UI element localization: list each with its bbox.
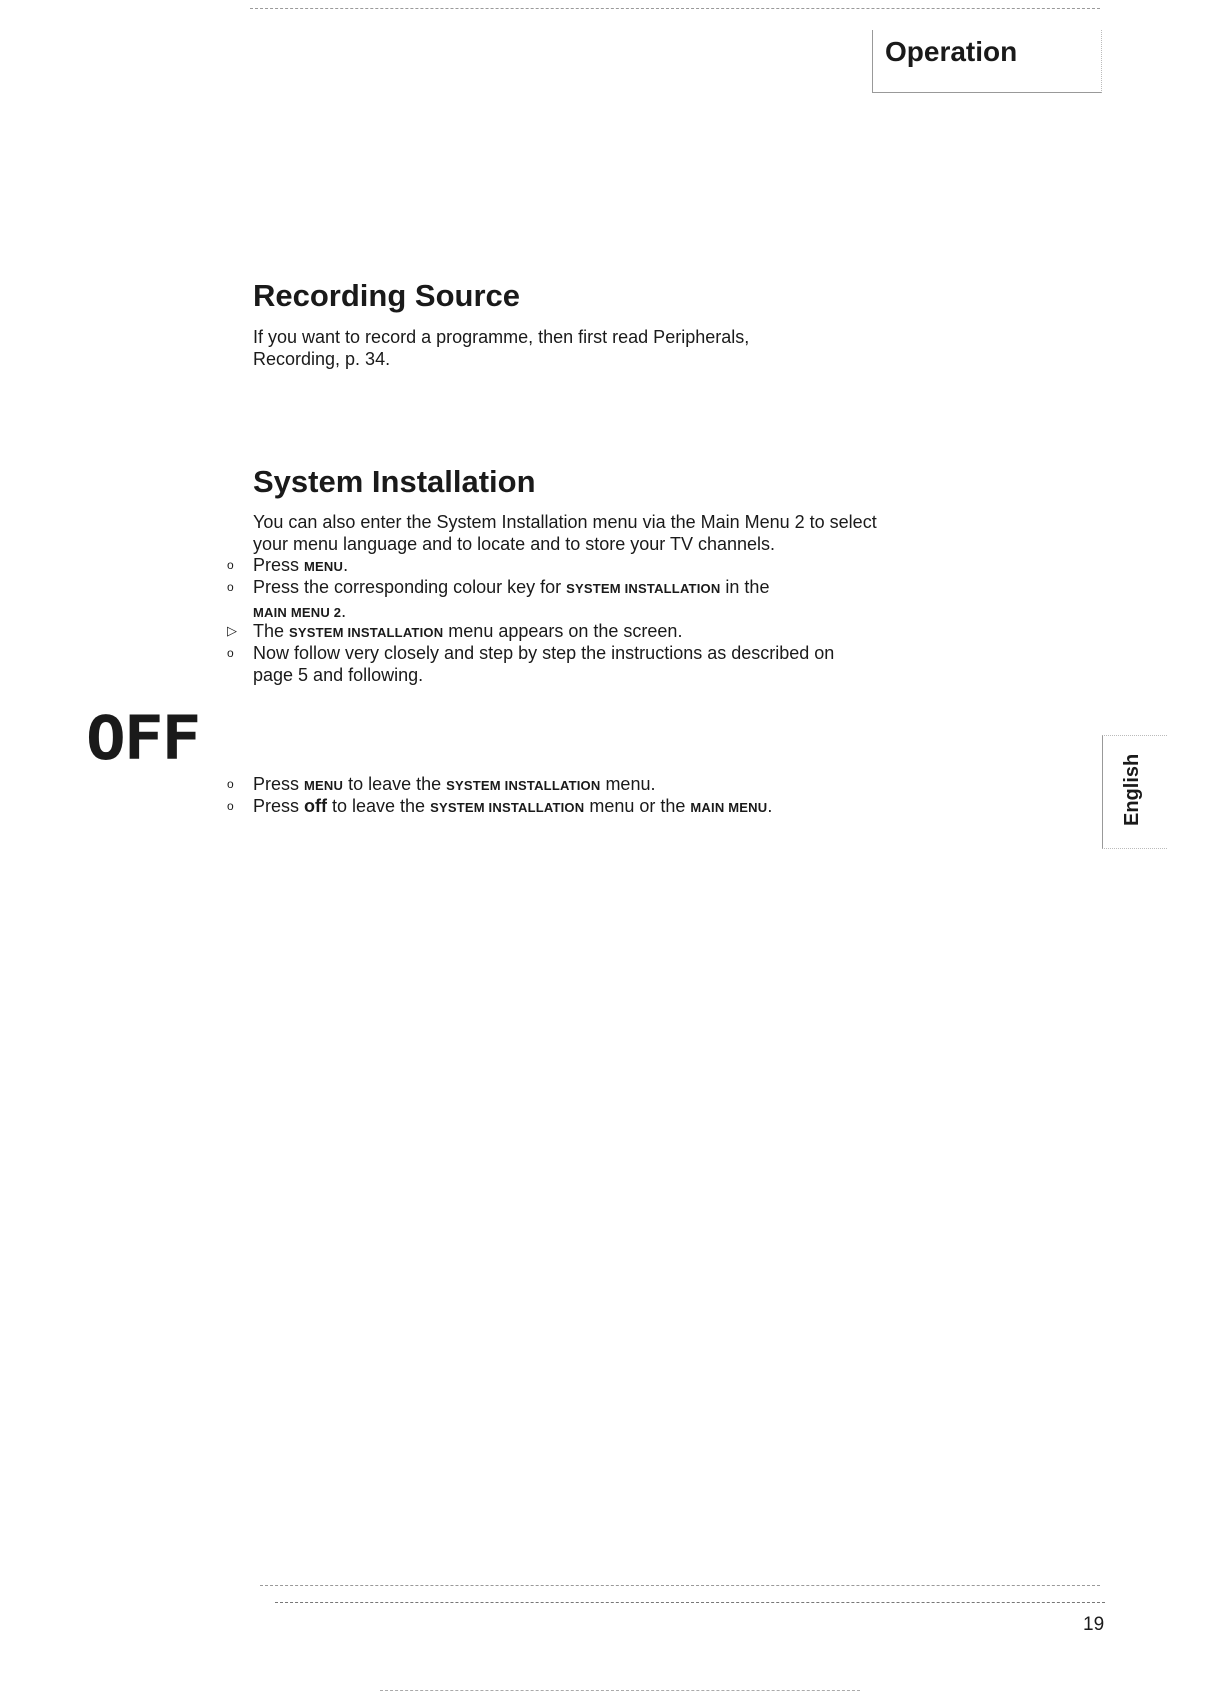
instruction-step xyxy=(227,554,893,578)
recording-source-heading: Recording Source xyxy=(253,278,520,313)
menu-key-label: SYSTEM INSTALLATION xyxy=(289,625,444,640)
menu-key-label: SYSTEM INSTALLATION xyxy=(566,581,721,596)
section-title: Operation xyxy=(885,36,1018,67)
page-number: 19 xyxy=(1083,1614,1105,1635)
instruction-step xyxy=(227,576,893,624)
menu-key-label: MENU xyxy=(304,778,344,793)
bullet-icon: o xyxy=(227,580,234,594)
menu-key-label: SYSTEM INSTALLATION xyxy=(446,778,601,793)
instruction-result xyxy=(227,620,893,644)
menu-key-label: MAIN MENU 2 xyxy=(253,605,342,620)
bullet-icon: o xyxy=(227,799,234,813)
step-text: Press xyxy=(253,555,305,575)
instruction-step xyxy=(227,795,893,819)
step-text: in the xyxy=(720,577,770,597)
bullet-icon: o xyxy=(227,646,234,660)
system-installation-intro: You can also enter the System Installation menu via the Main Menu 2 to select your menu language and to locate and to store your TV channels. xyxy=(253,512,877,554)
bottom-rule xyxy=(380,1690,860,1691)
instruction-step xyxy=(227,642,873,686)
step-text: Press xyxy=(253,796,305,816)
step-text: Press xyxy=(253,774,305,794)
step-text: Now follow very closely and step by step the instructions as described on page 5 and following. xyxy=(253,643,835,685)
bullet-icon: o xyxy=(227,558,234,572)
recording-source-text: If you want to record a programme, then first read Peripherals, Recording, p. 34. xyxy=(253,327,750,369)
language-label: English xyxy=(1121,753,1143,826)
language-tab xyxy=(1102,735,1167,849)
menu-key-label: MENU xyxy=(304,559,344,574)
off-key-label: off xyxy=(304,796,327,816)
footer-rule xyxy=(260,1585,1100,1586)
section-tab xyxy=(872,30,1102,93)
step-text: menu. xyxy=(600,774,656,794)
bullet-icon: o xyxy=(227,777,234,791)
top-rule xyxy=(250,8,1100,9)
step-text: menu or the xyxy=(584,796,691,816)
off-logo: OFF xyxy=(86,703,200,774)
step-text: to leave the xyxy=(343,774,447,794)
step-text: menu appears on the screen. xyxy=(443,621,683,641)
instruction-step xyxy=(227,773,893,797)
step-text: . xyxy=(767,796,773,816)
step-text: The xyxy=(253,621,290,641)
step-text: Press the corresponding colour key for xyxy=(253,577,567,597)
system-installation-heading: System Installation xyxy=(253,464,536,499)
menu-key-label: MAIN MENU xyxy=(690,800,768,815)
step-text: to leave the xyxy=(327,796,431,816)
footer-rule xyxy=(275,1602,1105,1603)
step-text: . xyxy=(343,555,349,575)
step-text: . xyxy=(341,601,347,621)
result-arrow-icon: ▷ xyxy=(227,623,237,638)
menu-key-label: SYSTEM INSTALLATION xyxy=(430,800,585,815)
